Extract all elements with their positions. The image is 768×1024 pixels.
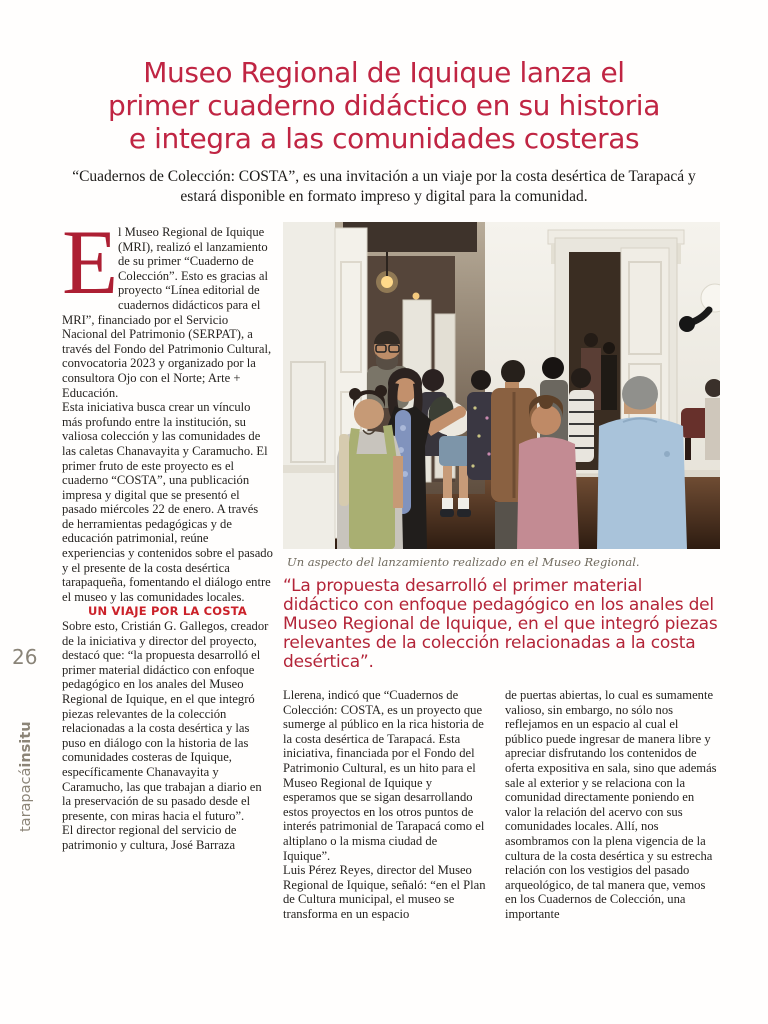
article-lead: “Cuadernos de Colección: COSTA”, es una invitación a un viaje por la costa desértica de Tarapacá y estará disponible en formato impreso y digital para la comunidad. [72, 168, 696, 205]
article-title-line-2: primer cuaderno didáctico en su historia [108, 89, 660, 122]
pull-quote: “La propuesta desarrolló el primer material didáctico con enfoque pedagógico en los anales del Museo Regional de Iquique, en el que integró piezas relevantes de la colección relacionadas a la costa desértica”. [283, 576, 718, 672]
magazine-name-bold: insitu [18, 721, 34, 768]
paragraph [62, 211, 273, 400]
article-title [40, 56, 728, 155]
photo-caption: Un aspecto del lanzamiento realizado en el Museo Regional. [287, 555, 640, 569]
drop-cap: E [62, 211, 119, 313]
launch-event-photo [283, 222, 720, 549]
paragraph: Luis Pérez Reyes, director del Museo Regional de Iquique, señaló: “en el Plan de Cultura municipal, el museo se transforma en un espacio [283, 863, 486, 921]
body-column-1 [62, 211, 273, 853]
launch-event-photo-art [283, 222, 720, 549]
paragraph: Llerena, indicó que “Cuadernos de Colección: COSTA, es un proyecto que sumerge al público en la rica historia de la costa desértica de Tarapacá. Esta iniciativa, financiada por el Fondo del Patrimonio Cultural, es un hito para el Museo Regional de Iquique y esperamos que se sigan desarrollando estos proyectos en los otros puntos de interés patrimonial de Tarapacá como el altiplano o la misma ciudad de Iquique”. [283, 688, 485, 863]
paragraph: Esta iniciativa busca crear un vínculo más profundo entre la institución, su valiosa colección y las comunidades de las caletas Chanavayita y Caramucho. El primer fruto de este proyecto es el cuaderno “COSTA”, una publicación impresa y digital que se presentó el pasado miércoles 22 de enero. A través de herramientas pedagógicas y de educación patrimonial, reúne experiencias y contenidos sobre el pasado y el presente de la costa desértica tarapaqueña, fomentando el diálogo entre el museo y las comunidades locales. [62, 400, 273, 604]
magazine-name-vertical [18, 721, 34, 832]
section-heading: UN VIAJE POR LA COSTA [87, 604, 248, 619]
article-title-line-1: Museo Regional de Iquique lanza el [143, 56, 625, 89]
magazine-name-regular: tarapacá [18, 767, 34, 832]
paragraph-text: l Museo Regional de Iquique (MRI), realizó el lanzamiento de su primer “Cuaderno de Colección”. Esto es gracias al proyecto “Línea editorial de cuadernos didácticos para el MRI”, financiado por el Servicio Nacional del Patrimonio (SERPAT), a través del Fondo del Patrimonio Cultural, convocatoria 2023 y organizado por la consultora Ojo con el Norte; Arte + Educación. [62, 225, 272, 400]
article-title-line-3: e integra a las comunidades costeras [128, 122, 640, 155]
paragraph: de puertas abiertas, lo cual es sumamente valioso, sin embargo, no sólo nos reflejamos en un espacio al cual el público puede ingresar de manera libre y apreciar disfrutando los contenidos de oferta expositiva en sala, sino que además sale al exterior y se relaciona con la comunidad directamente poniendo en valor la relación del acervo con sus comunidades locales. Allí, nos asombramos con la plena vigencia de la cultura de la costa desértica y su estrecha relación con los vestigios del pasado arqueológico, de tal manera que, vemos en los Cuadernos de Colección, una importante [505, 688, 717, 921]
body-column-2 [283, 688, 486, 922]
body-column-3 [505, 688, 718, 922]
page-number: 26 [12, 645, 38, 669]
paragraph: El director regional del servicio de patrimonio y cultura, José Barraza [62, 823, 237, 852]
paragraph: Sobre esto, Cristián G. Gallegos, creador de la iniciativa y director del proyecto, destacó que: “la propuesta desarrolló el primer material didáctico con enfoque pedagógico en los anales del Museo Regional de Iquique, en el que integró piezas relevantes de la colección relacionadas a la costa desértica y las puso en diálogo con la historia de las comunidades costeras de Iquique, específicamente Chanavayita y Caramucho, las que trabajan a diario en la preservación de su pasado desde el presente, con miras hacia el futuro”. [62, 619, 269, 823]
